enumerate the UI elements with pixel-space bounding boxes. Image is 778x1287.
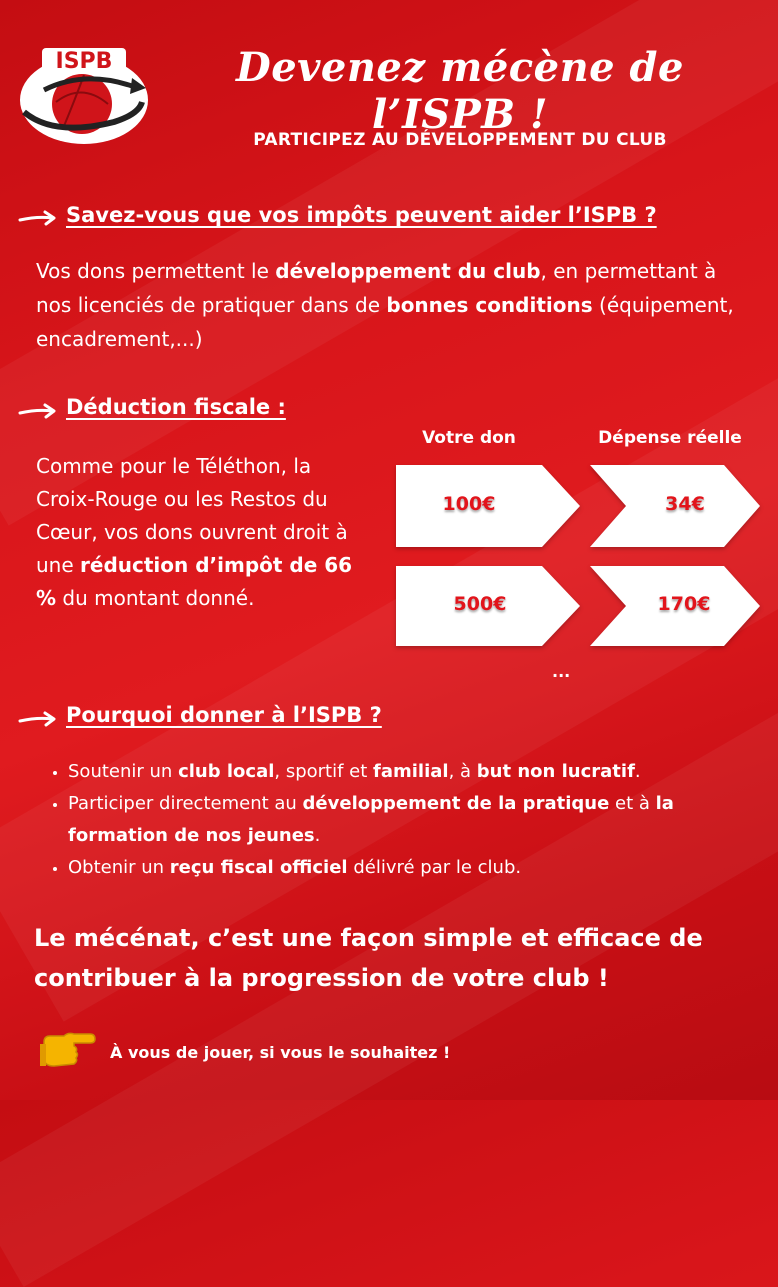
list-item: • Obtenir un reçu fiscal officiel délivré par le club. <box>68 852 768 884</box>
paragraph-impots: Vos dons permettent le développement du club, en permettant à nos licenciés de pratiquer dans de bonnes conditions (équipement, encadrement,...) <box>36 259 734 351</box>
reasons-list <box>46 756 768 884</box>
ellipsis: ... <box>552 662 571 681</box>
page-subtitle: PARTICIPEZ AU DÉVELOPPEMENT DU CLUB <box>253 130 667 150</box>
final-message: À vous de jouer, si vous le souhaitez ! <box>110 1043 451 1062</box>
list-item: • Participer directement au développement de la pratique et à la formation de nos jeunes. <box>68 788 768 852</box>
arrow-right-icon <box>18 711 58 727</box>
pointing-hand-icon <box>40 1028 96 1072</box>
arrow-right-icon <box>18 210 58 226</box>
column-label-depense: Dépense réelle <box>598 428 742 448</box>
depense-amount: 170€ <box>657 593 711 615</box>
depense-amount: 34€ <box>665 493 705 515</box>
section-heading-pourquoi: Pourquoi donner à l’ISPB ? <box>66 703 382 727</box>
section-heading-deduction: Déduction fiscale : <box>66 395 286 419</box>
paragraph-deduction: Comme pour le Téléthon, la Croix-Rouge ou les Restos du Cœur, vos dons ouvrent droit à une réduction d’impôt de 66 % du montant donné. <box>36 454 353 610</box>
don-amount: 100€ <box>442 493 496 515</box>
column-label-don: Votre don <box>422 428 516 448</box>
page-title: Devenez mécène de l’ISPB ! <box>236 44 684 138</box>
closing-statement: Le mécénat, c’est une façon simple et efficace de contribuer à la progression de votre club ! <box>34 924 703 992</box>
arrow-right-icon <box>18 403 58 419</box>
ispb-logo <box>14 42 154 147</box>
don-amount: 500€ <box>453 593 507 615</box>
section-heading-impots: Savez-vous que vos impôts peuvent aider l’ISPB ? <box>66 203 657 227</box>
list-item: • Soutenir un club local, sportif et familial, à but non lucratif. <box>68 756 768 788</box>
logo-text: ISPB <box>55 49 113 74</box>
